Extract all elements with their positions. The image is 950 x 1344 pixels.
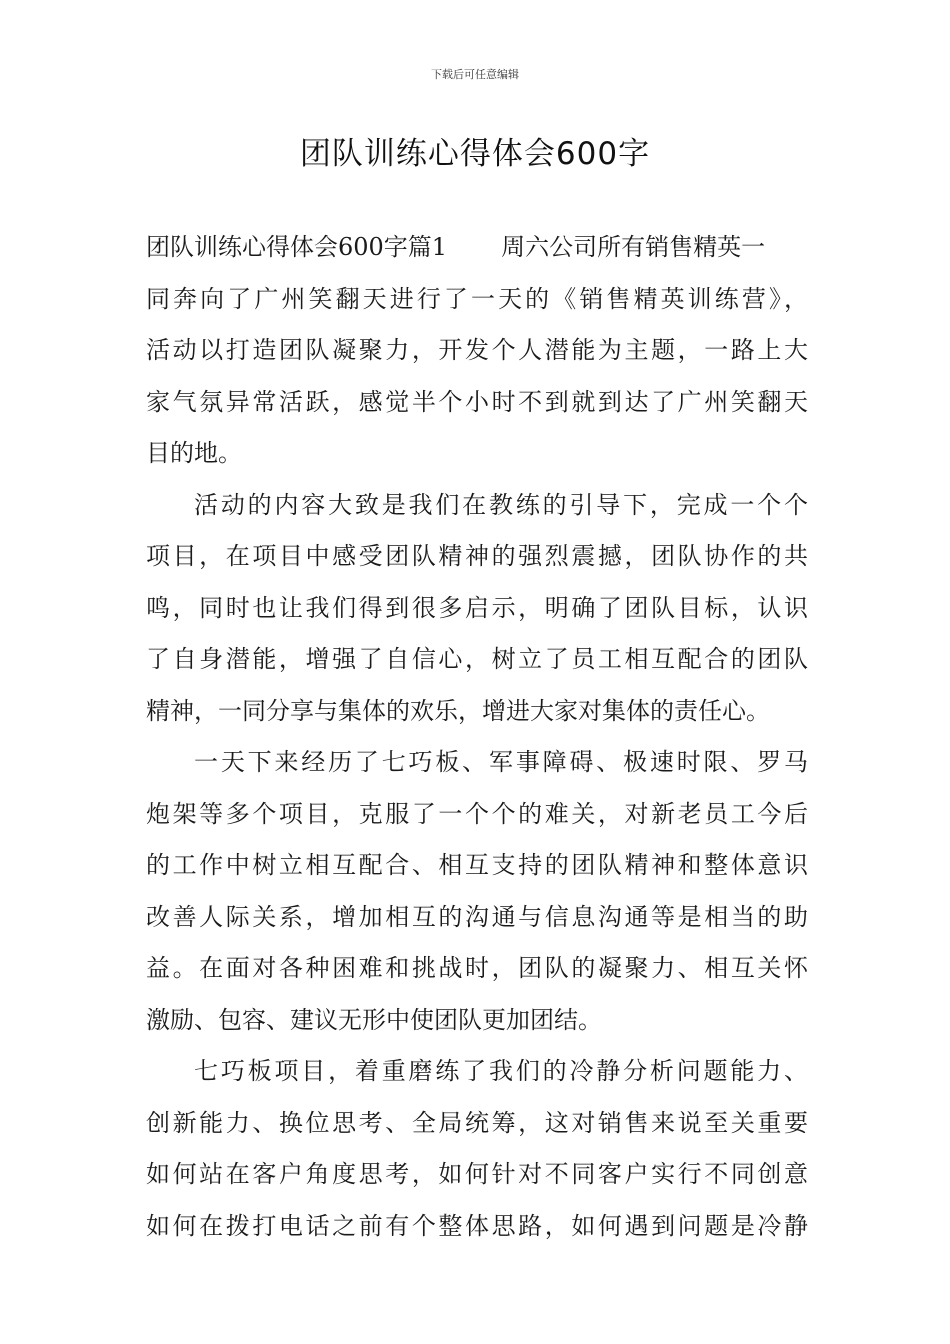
paragraph-line: 家气氛异常活跃，感觉半个小时不到就到达了广州笑翻天	[146, 387, 808, 416]
paragraph-line: 益。在面对各种困难和挑战时，团队的凝聚力、相互关怀	[146, 954, 808, 982]
paragraph-line: 精神，一同分享与集体的欢乐，增进大家对集体的责任心。	[146, 696, 770, 725]
paragraph-line: 炮架等多个项目，克服了一个个的难关，对新老员工今后	[146, 799, 808, 828]
document-body	[146, 222, 808, 1252]
paragraph-line: 鸣，同时也让我们得到很多启示，明确了团队目标，认识	[146, 593, 808, 622]
paragraph-line: 项目，在项目中感受团队精神的强烈震撼，团队协作的共	[146, 542, 808, 570]
paragraph-line: 激励、包容、建议无形中使团队更加团结。	[146, 1005, 602, 1034]
paragraph-line: 改善人际关系，增加相互的沟通与信息沟通等是相当的助	[146, 902, 808, 931]
document-title: 团队训练心得体会600字	[299, 136, 651, 172]
paragraph-line: 目的地。	[146, 439, 242, 467]
paragraph-line: 的工作中树立相互配合、相互支持的团队精神和整体意识	[146, 851, 808, 879]
header-note: 下载后可任意编辑	[431, 68, 519, 81]
paragraph-line: 一天下来经历了七巧板、军事障碍、极速时限、罗马	[194, 748, 808, 776]
paragraph-line: 如何站在客户角度思考，如何针对不同客户实行不同创意	[146, 1160, 808, 1188]
paragraph-line: 团队训练心得体会600字篇1 周六公司所有销售精英一	[146, 233, 766, 261]
section-heading: 团队训练心得体会600字篇1	[146, 233, 448, 261]
paragraph-line: 七巧板项目，着重磨练了我们的冷静分析问题能力、	[194, 1057, 808, 1085]
paragraph-line: 创新能力、换位思考、全局统筹，这对销售来说至关重要	[146, 1108, 808, 1137]
paragraph-line: 了自身潜能，增强了自信心，树立了员工相互配合的团队	[146, 645, 808, 673]
paragraph-line: 活动以打造团队凝聚力，开发个人潜能为主题，一路上大	[146, 336, 808, 364]
paragraph-line: 如何在拨打电话之前有个整体思路，如何遇到问题是冷静	[146, 1211, 808, 1240]
paragraph-line: 活动的内容大致是我们在教练的引导下，完成一个个	[194, 490, 808, 519]
paragraph-line: 同奔向了广州笑翻天进行了一天的《销售精英训练营》，	[146, 284, 808, 313]
